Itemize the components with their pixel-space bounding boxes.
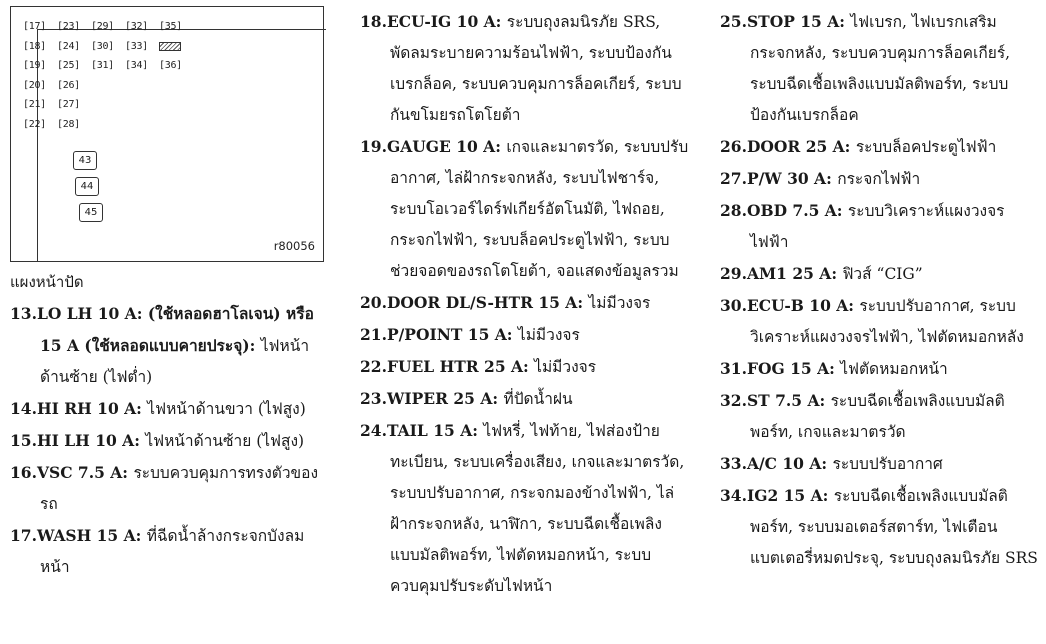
entry-description: ฟิวส์ “CIG” xyxy=(842,265,923,283)
fuse-slot: [32] xyxy=(125,21,148,33)
entry-description: ไฟหรี่, ไฟท้าย, ไฟส่องป้ายทะเบียน, ระบบเครื่องเสียง, เกจและมาตรวัด, ระบบปรับอากาศ, กระจกมองข้างไฟฟ้า, ไล่ฝ้ากระจกหลัง, นาฬิกา, ระบบฉีดเชื้อเพลิงแบบมัลติพอร์ท, ไฟตัดหมอกหน้า, ระบบควบคุมปรับระดับไฟหน้า xyxy=(390,422,685,595)
fuse-entry xyxy=(360,383,690,415)
fuse-43: 43 xyxy=(73,151,97,170)
entry-description: ที่ปัดน้ำฝน xyxy=(503,390,573,408)
entry-number: 32. xyxy=(720,391,747,410)
entry-description: ระบบควบคุมการทรงตัวของรถ xyxy=(40,464,319,513)
entry-fuse-code: AM1 25 A: xyxy=(746,264,843,283)
entry-fuse-code: OBD 7.5 A: xyxy=(746,201,848,220)
fuse-entry xyxy=(10,457,332,520)
fuse-slot: [24] xyxy=(57,40,80,52)
fuse-entry xyxy=(360,319,690,351)
fuse-entry xyxy=(720,258,1040,290)
fuse-entry xyxy=(360,131,690,287)
entry-fuse-code: P/W 30 A: xyxy=(746,169,838,188)
entry-fuse-code: HI RH 10 A: xyxy=(36,399,148,418)
fuse-entry xyxy=(10,298,332,393)
fuse-entry xyxy=(720,290,1040,353)
fuse-row xyxy=(23,76,193,96)
fuse-entry xyxy=(720,448,1040,480)
entry-number: 30. xyxy=(720,296,747,315)
diagram-caption: แผงหน้าปัด xyxy=(10,273,84,291)
entry-number: 13. xyxy=(10,304,37,323)
entry-description: ไม่มีวงจร xyxy=(517,326,580,344)
entry-number: 33. xyxy=(720,454,747,473)
entry-description: ที่ฉีดน้ำล้างกระจกบังลมหน้า xyxy=(40,527,305,576)
fuse-slot: [27] xyxy=(57,99,80,111)
entry-number: 14. xyxy=(10,399,37,418)
entry-fuse-code: WIPER 25 A: xyxy=(386,389,504,408)
entry-description: ระบบปรับอากาศ, ระบบวิเคราะห์แผงวงจรไฟฟ้า, ไฟตัดหมอกหลัง xyxy=(750,297,1024,346)
fuse-slot: [33] xyxy=(125,40,148,52)
entry-number: 34. xyxy=(720,486,747,505)
entry-number: 20. xyxy=(360,293,387,312)
fuse-grid xyxy=(23,17,193,134)
entry-fuse-code: A/C 10 A: xyxy=(746,454,833,473)
entry-fuse-code: VSC 7.5 A: xyxy=(36,463,134,482)
fuse-entry xyxy=(360,351,690,383)
entry-fuse-code: STOP 15 A: xyxy=(746,12,851,31)
fuse-entry xyxy=(720,385,1040,448)
entry-list-col2 xyxy=(360,6,690,602)
entry-fuse-note: (ใช้หลอดฮาโลเจน) หรือ 15 A (ใช้หลอดแบบคายประจุ): xyxy=(40,304,314,355)
entry-number: 25. xyxy=(720,12,747,31)
entry-description: ไม่มีวงจร xyxy=(534,358,597,376)
entry-number: 18. xyxy=(360,12,387,31)
entry-number: 24. xyxy=(360,421,387,440)
fuse-slot: [20] xyxy=(23,79,46,91)
fuse-entry xyxy=(10,393,332,425)
entry-fuse-code: DOOR 25 A: xyxy=(746,137,856,156)
fuse-entry xyxy=(360,287,690,319)
middle-column xyxy=(360,6,690,602)
entry-description: ระบบฉีดเชื้อเพลิงแบบมัลติพอร์ท, ระบบมอเตอร์สตาร์ท, ไฟเตือนแบตเตอรี่หมดประจุ, ระบบถุงลมนิรภัย SRS xyxy=(750,487,1038,567)
fuse-slot: [34] xyxy=(125,60,148,72)
fuse-slot: [31] xyxy=(91,60,114,72)
entry-description: ระบบวิเคราะห์แผงวงจรไฟฟ้า xyxy=(750,202,1005,251)
entry-fuse-code: IG2 15 A: xyxy=(746,486,834,505)
fuse-row xyxy=(23,37,193,57)
fuse-hatched-slot xyxy=(159,42,181,51)
fuse-entry xyxy=(720,353,1040,385)
fuse-slot: [25] xyxy=(57,60,80,72)
entry-fuse-code: ECU-IG 10 A: xyxy=(386,12,507,31)
fuse-row xyxy=(23,95,193,115)
fuse-entry xyxy=(10,425,332,457)
entry-description: ไฟหน้าด้านซ้าย (ไฟต่ำ) xyxy=(40,337,310,386)
entry-fuse-code: P/POINT 15 A: xyxy=(386,325,518,344)
entry-description: ไฟตัดหมอกหน้า xyxy=(840,360,948,378)
entry-description: ระบบฉีดเชื้อเพลิงแบบมัลติพอร์ท, เกจและมาตรวัด xyxy=(750,392,1005,441)
fuse-slot: [29] xyxy=(91,21,114,33)
fuse-entry xyxy=(720,6,1040,131)
entry-number: 29. xyxy=(720,264,747,283)
entry-number: 26. xyxy=(720,137,747,156)
entry-fuse-code: WASH 15 A: xyxy=(36,526,147,545)
entry-fuse-code: GAUGE 10 A: xyxy=(386,137,507,156)
entry-fuse-code: LO LH 10 A: xyxy=(36,304,148,323)
fuse-slot: [22] xyxy=(23,118,46,130)
entry-list-col3 xyxy=(720,6,1040,574)
entry-description: ไฟเบรก, ไฟเบรกเสริมกระจกหลัง, ระบบควบคุมการล็อคเกียร์, ระบบฉีดเชื้อเพลิงแบบมัลติพอร์ท, ระบบป้องกันเบรกล็อค xyxy=(750,13,1011,124)
entry-number: 19. xyxy=(360,137,387,156)
entry-fuse-code: DOOR DL/S-HTR 15 A: xyxy=(386,293,589,312)
fuse-entry xyxy=(720,163,1040,195)
fuse-slot: [18] xyxy=(23,40,46,52)
fuse-slot: [36] xyxy=(159,60,182,72)
entry-description: ไฟหน้าด้านซ้าย (ไฟสูง) xyxy=(145,432,305,450)
entry-number: 23. xyxy=(360,389,387,408)
entry-description: ไม่มีวงจร xyxy=(588,294,651,312)
entry-fuse-code: ECU-B 10 A: xyxy=(746,296,860,315)
fuse-slot: [21] xyxy=(23,99,46,111)
fuse-slot: [26] xyxy=(57,79,80,91)
fuse-slot: [19] xyxy=(23,60,46,72)
fuse-entry xyxy=(360,6,690,131)
entry-fuse-code: FOG 15 A: xyxy=(746,359,841,378)
entry-description: กระจกไฟฟ้า xyxy=(837,170,921,188)
fuse-entry xyxy=(720,131,1040,163)
fuse-slot: [35] xyxy=(159,21,182,33)
fuse-row xyxy=(23,17,193,37)
fuse-row xyxy=(23,115,193,135)
entry-fuse-code: TAIL 15 A: xyxy=(386,421,484,440)
figure-code: r80056 xyxy=(273,239,315,253)
entry-number: 22. xyxy=(360,357,387,376)
fuse-45: 45 xyxy=(79,203,103,222)
fuse-entry xyxy=(360,415,690,602)
entry-description: ไฟหน้าด้านขวา (ไฟสูง) xyxy=(147,400,306,418)
entry-number: 27. xyxy=(720,169,747,188)
entry-description: ระบบล็อคประตูไฟฟ้า xyxy=(855,138,997,156)
right-column xyxy=(720,6,1040,574)
entry-number: 28. xyxy=(720,201,747,220)
entry-fuse-code: FUEL HTR 25 A: xyxy=(386,357,535,376)
entry-list-col1 xyxy=(10,298,332,583)
fuse-slot: [23] xyxy=(57,21,80,33)
fuse-slot: [28] xyxy=(57,118,80,130)
entry-fuse-code: ST 7.5 A: xyxy=(746,391,831,410)
fuse-slot: [17] xyxy=(23,21,46,33)
entry-description: ระบบถุงลมนิรภัย SRS, พัดลมระบายความร้อนไฟฟ้า, ระบบป้องกันเบรกล็อค, ระบบควบคุมการล็อคเกียร์, ระบบกันขโมยรถโตโยต้า xyxy=(390,13,682,124)
fuse-slot: [30] xyxy=(91,40,114,52)
entry-description: ระบบปรับอากาศ xyxy=(832,455,943,473)
fuse-box-diagram xyxy=(10,6,324,262)
entry-description: เกจและมาตรวัด, ระบบปรับอากาศ, ไล่ฝ้ากระจกหลัง, ระบบไฟชาร์จ, ระบบโอเวอร์ไดร์ฟเกียร์อัตโนมัติ, ไฟถอย, กระจกไฟฟ้า, ระบบล็อคประตูไฟฟ้า, ระบบช่วยจอดของรถโตโยต้า, จอแสดงข้อมูลรวม xyxy=(390,138,689,280)
entry-number: 17. xyxy=(10,526,37,545)
fuse-entry xyxy=(10,520,332,583)
left-column xyxy=(10,0,332,583)
entry-number: 21. xyxy=(360,325,387,344)
entry-number: 15. xyxy=(10,431,37,450)
entry-fuse-code: HI LH 10 A: xyxy=(36,431,146,450)
fuse-entry xyxy=(720,195,1040,258)
fuse-44: 44 xyxy=(75,177,99,196)
fuse-row xyxy=(23,56,193,76)
entry-number: 16. xyxy=(10,463,37,482)
fuse-entry xyxy=(720,480,1040,574)
entry-number: 31. xyxy=(720,359,747,378)
